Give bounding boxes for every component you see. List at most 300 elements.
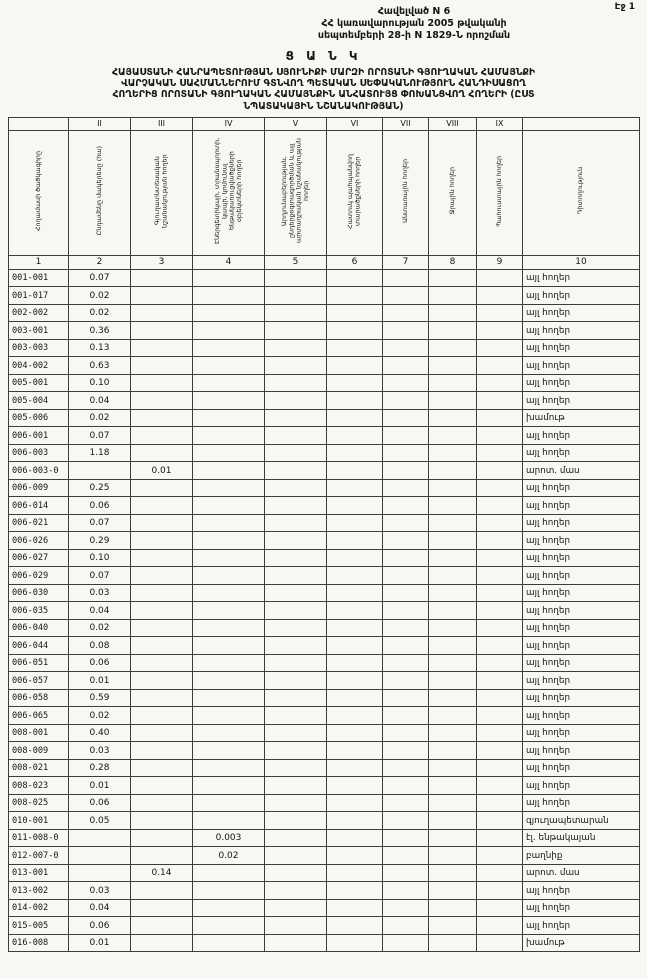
value-cell	[327, 742, 383, 760]
table-row	[9, 444, 640, 462]
value-cell	[131, 917, 193, 935]
value-cell	[383, 759, 429, 777]
value-cell	[383, 934, 429, 952]
value-cell	[383, 602, 429, 620]
note-cell: այլ հողեր	[523, 374, 640, 392]
parcel-code-cell: 001-001	[9, 269, 69, 287]
value-cell	[429, 427, 477, 445]
value-cell	[477, 549, 523, 567]
value-cell	[193, 497, 265, 515]
value-cell	[131, 287, 193, 305]
value-cell	[477, 479, 523, 497]
value-cell	[265, 444, 327, 462]
value-cell	[193, 269, 265, 287]
note-cell: այլ հողեր	[523, 584, 640, 602]
note-cell: այլ հողեր	[523, 882, 640, 900]
value-cell: 0.003	[193, 829, 265, 847]
note-cell: էլ. ենթակայան	[523, 829, 640, 847]
value-cell	[383, 549, 429, 567]
note-cell: այլ հողեր	[523, 339, 640, 357]
value-cell	[265, 514, 327, 532]
total-area-cell: 0.03	[69, 742, 131, 760]
total-area-cell: 0.04	[69, 602, 131, 620]
value-cell	[327, 567, 383, 585]
note-cell: այլ հողեր	[523, 269, 640, 287]
value-cell	[265, 602, 327, 620]
table-row	[9, 602, 640, 620]
value-cell	[193, 479, 265, 497]
total-area-cell: 0.29	[69, 532, 131, 550]
value-cell	[193, 637, 265, 655]
parcel-code-cell: 010-001	[9, 812, 69, 830]
value-cell	[429, 479, 477, 497]
value-cell	[131, 742, 193, 760]
value-cell	[429, 462, 477, 480]
value-cell	[193, 742, 265, 760]
note-cell: այլ հողեր	[523, 654, 640, 672]
value-cell	[193, 532, 265, 550]
value-cell	[327, 934, 383, 952]
parcel-code-cell: 006-051	[9, 654, 69, 672]
value-cell	[429, 724, 477, 742]
value-cell	[131, 689, 193, 707]
value-cell	[327, 357, 383, 375]
column-header-water: Ջրային հողեր	[429, 130, 477, 255]
value-cell	[265, 479, 327, 497]
column-header-protected: Հատուկ պահպանվող տարածքների հողեր	[327, 130, 383, 255]
value-cell	[193, 689, 265, 707]
value-cell	[383, 672, 429, 690]
value-cell	[131, 812, 193, 830]
value-cell	[383, 427, 429, 445]
total-area-cell: 1.18	[69, 444, 131, 462]
value-cell	[193, 514, 265, 532]
value-cell	[265, 357, 327, 375]
subtitle-line: ՎԱՐՉԱԿԱՆ ՍԱՀՄԱՆՆԵՐՈՒՄ ԳՏՆՎՈՂ ՊԵՏԱԿԱՆ ՍԵՓԱԿԱՆՈՒԹՅՈՒՆ ՀԱՆԴԻՍԱՑՈՂ	[121, 77, 526, 89]
value-cell	[383, 794, 429, 812]
note-cell: այլ հողեր	[523, 549, 640, 567]
parcel-code-cell: 005-004	[9, 392, 69, 410]
value-cell	[131, 427, 193, 445]
value-cell	[265, 707, 327, 725]
table-row	[9, 374, 640, 392]
value-cell	[429, 602, 477, 620]
value-cell	[477, 899, 523, 917]
value-cell	[429, 777, 477, 795]
value-cell	[327, 479, 383, 497]
note-cell: այլ հողեր	[523, 724, 640, 742]
table-row	[9, 357, 640, 375]
total-area-cell: 0.07	[69, 269, 131, 287]
value-cell	[193, 322, 265, 340]
value-cell	[383, 567, 429, 585]
value-cell	[429, 934, 477, 952]
value-cell	[265, 899, 327, 917]
value-cell	[477, 934, 523, 952]
table-row	[9, 339, 640, 357]
parcel-code-cell: 006-014	[9, 497, 69, 515]
value-cell	[131, 724, 193, 742]
value-cell	[383, 462, 429, 480]
column-header-industrial: Արդյունաբերության, ընդերքօգտագործման և այլ արտադրական նշանակության հողեր	[265, 130, 327, 255]
note-cell: այլ հողեր	[523, 322, 640, 340]
value-cell	[477, 514, 523, 532]
note-cell: այլ հողեր	[523, 287, 640, 305]
value-cell	[327, 304, 383, 322]
value-cell	[265, 847, 327, 865]
value-cell	[477, 287, 523, 305]
annex-block	[249, 6, 579, 42]
table-row	[9, 917, 640, 935]
total-area-cell	[69, 829, 131, 847]
value-cell	[131, 934, 193, 952]
table-row	[9, 497, 640, 515]
parcel-code-cell: 006-003-0	[9, 462, 69, 480]
total-area-cell: 0.06	[69, 917, 131, 935]
column-header-total: Ընդամենը մակերեսը (հա)	[69, 130, 131, 255]
value-cell	[477, 794, 523, 812]
column-number: 4	[193, 255, 265, 269]
value-cell	[383, 619, 429, 637]
value-cell	[327, 812, 383, 830]
parcel-code-cell: 008-001	[9, 724, 69, 742]
value-cell	[477, 812, 523, 830]
note-cell: այլ հողեր	[523, 637, 640, 655]
value-cell	[383, 812, 429, 830]
note-cell: այլ հողեր	[523, 532, 640, 550]
value-cell	[477, 409, 523, 427]
value-cell	[477, 742, 523, 760]
value-cell	[131, 584, 193, 602]
roman-cell: IV	[193, 117, 265, 130]
value-cell	[193, 409, 265, 427]
value-cell	[429, 917, 477, 935]
note-cell: այլ հողեր	[523, 689, 640, 707]
roman-numeral-row	[9, 117, 640, 130]
value-cell	[429, 497, 477, 515]
value-cell	[327, 637, 383, 655]
value-cell	[327, 602, 383, 620]
value-cell	[477, 462, 523, 480]
value-cell	[477, 602, 523, 620]
value-cell	[477, 444, 523, 462]
total-area-cell: 0.07	[69, 514, 131, 532]
value-cell	[131, 339, 193, 357]
value-cell	[383, 514, 429, 532]
value-cell	[477, 637, 523, 655]
value-cell	[265, 409, 327, 427]
value-cell	[477, 619, 523, 637]
value-cell	[477, 269, 523, 287]
column-number: 7	[383, 255, 429, 269]
column-number: 8	[429, 255, 477, 269]
table-row	[9, 269, 640, 287]
value-cell	[383, 584, 429, 602]
note-cell: այլ հողեր	[523, 479, 640, 497]
value-cell	[327, 532, 383, 550]
value-cell	[327, 794, 383, 812]
note-cell: այլ հողեր	[523, 392, 640, 410]
table-row	[9, 812, 640, 830]
value-cell	[477, 584, 523, 602]
total-area-cell: 0.05	[69, 812, 131, 830]
value-cell	[131, 304, 193, 322]
parcel-code-cell: 006-057	[9, 672, 69, 690]
annex-line: սեպտեմբերի 28-ի N 1829-Ն որոշման	[317, 29, 511, 41]
value-cell	[477, 427, 523, 445]
total-area-cell: 0.59	[69, 689, 131, 707]
value-cell	[193, 392, 265, 410]
total-area-cell: 0.25	[69, 479, 131, 497]
value-cell	[383, 287, 429, 305]
value-cell	[265, 304, 327, 322]
value-cell	[383, 724, 429, 742]
value-cell	[327, 287, 383, 305]
total-area-cell	[69, 462, 131, 480]
value-cell	[193, 672, 265, 690]
table-row	[9, 567, 640, 585]
column-number: 10	[523, 255, 640, 269]
value-cell	[327, 864, 383, 882]
value-cell	[327, 829, 383, 847]
value-cell	[131, 707, 193, 725]
note-cell: այլ հողեր	[523, 304, 640, 322]
value-cell	[429, 392, 477, 410]
value-cell	[131, 619, 193, 637]
column-number-row	[9, 255, 640, 269]
value-cell	[131, 497, 193, 515]
total-area-cell: 0.06	[69, 497, 131, 515]
value-cell	[477, 847, 523, 865]
value-cell	[131, 322, 193, 340]
value-cell	[131, 637, 193, 655]
value-cell	[193, 899, 265, 917]
value-cell	[131, 899, 193, 917]
value-cell	[265, 672, 327, 690]
value-cell	[265, 462, 327, 480]
value-cell	[327, 409, 383, 427]
value-cell	[429, 864, 477, 882]
value-cell	[429, 707, 477, 725]
value-cell	[327, 549, 383, 567]
subtitle-line: ՀՈՂԵՐԻՑ ՈՐՈՏԱՆԻ ԳՅՈՒՂԱԿԱՆ ՀԱՄԱՅՆՔԻՆ ԱՆՀԱՏՈՒՅՑ ՓՈԽԱՆՑՎՈՂ ՀՈՂԵՐԻ (ԸՍՏ	[112, 89, 535, 101]
parcel-code-cell: 006-009	[9, 479, 69, 497]
table-row	[9, 304, 640, 322]
table-row	[9, 794, 640, 812]
note-cell: այլ հողեր	[523, 427, 640, 445]
roman-cell: V	[265, 117, 327, 130]
value-cell	[383, 374, 429, 392]
total-area-cell: 0.07	[69, 427, 131, 445]
value-cell	[193, 462, 265, 480]
value-cell	[429, 409, 477, 427]
total-area-cell: 0.02	[69, 287, 131, 305]
value-cell	[193, 812, 265, 830]
note-cell: այլ հողեր	[523, 444, 640, 462]
value-cell	[265, 759, 327, 777]
value-cell	[429, 654, 477, 672]
column-number: 9	[477, 255, 523, 269]
value-cell	[131, 829, 193, 847]
table-row	[9, 899, 640, 917]
value-cell	[477, 707, 523, 725]
value-cell	[265, 287, 327, 305]
value-cell	[429, 759, 477, 777]
note-cell: այլ հողեր	[523, 567, 640, 585]
note-cell: այլ հողեր	[523, 707, 640, 725]
parcel-code-cell: 006-003	[9, 444, 69, 462]
parcel-code-cell: 006-040	[9, 619, 69, 637]
note-cell: խամութ	[523, 934, 640, 952]
value-cell	[193, 549, 265, 567]
column-header-notes: Դիտողություն	[523, 130, 640, 255]
value-cell	[383, 479, 429, 497]
value-cell	[265, 917, 327, 935]
value-cell	[429, 339, 477, 357]
roman-cell: VII	[383, 117, 429, 130]
value-cell	[477, 304, 523, 322]
total-area-cell	[69, 847, 131, 865]
note-cell: խամութ	[523, 409, 640, 427]
value-cell	[383, 829, 429, 847]
roman-cell: IX	[477, 117, 523, 130]
column-number: 2	[69, 255, 131, 269]
value-cell	[265, 829, 327, 847]
value-cell	[193, 707, 265, 725]
value-cell	[193, 759, 265, 777]
value-cell	[131, 882, 193, 900]
value-cell	[193, 619, 265, 637]
table-row	[9, 392, 640, 410]
table-row	[9, 847, 640, 865]
value-cell	[477, 497, 523, 515]
roman-cell: VI	[327, 117, 383, 130]
value-cell	[429, 689, 477, 707]
value-cell	[383, 847, 429, 865]
value-cell	[131, 777, 193, 795]
value-cell	[327, 777, 383, 795]
total-area-cell: 0.01	[69, 777, 131, 795]
note-cell: այլ հողեր	[523, 357, 640, 375]
parcel-code-cell: 006-021	[9, 514, 69, 532]
table-row	[9, 829, 640, 847]
value-cell	[383, 304, 429, 322]
value-cell	[383, 777, 429, 795]
value-cell	[477, 724, 523, 742]
table-row	[9, 427, 640, 445]
value-cell	[383, 689, 429, 707]
table-row	[9, 532, 640, 550]
note-cell: այլ հողեր	[523, 917, 640, 935]
parcel-code-cell: 002-002	[9, 304, 69, 322]
value-cell	[131, 567, 193, 585]
value-cell	[131, 759, 193, 777]
parcel-code-cell: 005-001	[9, 374, 69, 392]
value-cell	[327, 847, 383, 865]
value-cell	[429, 322, 477, 340]
value-cell	[327, 392, 383, 410]
value-cell	[131, 532, 193, 550]
value-cell	[265, 269, 327, 287]
note-cell: այլ հողեր	[523, 602, 640, 620]
value-cell	[383, 497, 429, 515]
value-cell	[429, 584, 477, 602]
value-cell	[383, 532, 429, 550]
note-cell: այլ հողեր	[523, 899, 640, 917]
table-row	[9, 759, 640, 777]
parcel-code-cell: 005-006	[9, 409, 69, 427]
value-cell	[383, 357, 429, 375]
value-cell	[429, 444, 477, 462]
parcel-code-cell: 006-029	[9, 567, 69, 585]
parcel-code-cell: 006-044	[9, 637, 69, 655]
value-cell	[477, 357, 523, 375]
column-number: 6	[327, 255, 383, 269]
value-cell	[477, 917, 523, 935]
value-cell	[265, 654, 327, 672]
total-area-cell: 0.13	[69, 339, 131, 357]
table-row	[9, 689, 640, 707]
value-cell	[193, 567, 265, 585]
value-cell	[429, 374, 477, 392]
value-cell	[193, 794, 265, 812]
note-cell: այլ հողեր	[523, 497, 640, 515]
value-cell	[131, 514, 193, 532]
value-cell	[265, 339, 327, 357]
value-cell	[265, 549, 327, 567]
roman-cell-blank	[523, 117, 640, 130]
value-cell	[383, 742, 429, 760]
parcel-code-cell: 006-027	[9, 549, 69, 567]
total-area-cell: 0.02	[69, 619, 131, 637]
value-cell	[477, 322, 523, 340]
table-row	[9, 322, 640, 340]
total-area-cell: 0.04	[69, 899, 131, 917]
table-row	[9, 777, 640, 795]
document-subtitle	[8, 67, 639, 112]
total-area-cell: 0.04	[69, 392, 131, 410]
total-area-cell: 0.06	[69, 794, 131, 812]
value-cell	[429, 514, 477, 532]
column-header-energy-transport: Էներգետիկայի, տրանսպորտի, կապի, կոմունալ ենթակառուցվածքների օբյեկտների հողեր	[193, 130, 265, 255]
roman-cell: VIII	[429, 117, 477, 130]
column-number: 5	[265, 255, 327, 269]
value-cell	[265, 777, 327, 795]
value-cell	[327, 427, 383, 445]
value-cell	[327, 514, 383, 532]
note-cell: այլ հողեր	[523, 759, 640, 777]
value-cell	[327, 374, 383, 392]
total-area-cell: 0.40	[69, 724, 131, 742]
column-number: 3	[131, 255, 193, 269]
column-number: 1	[9, 255, 69, 269]
parcel-code-cell: 012-007-0	[9, 847, 69, 865]
value-cell	[383, 864, 429, 882]
table-row	[9, 479, 640, 497]
subtitle-line: ՀԱՅԱՍՏԱՆԻ ՀԱՆՐԱՊԵՏՈՒԹՅԱՆ ՍՅՈՒՆԻՔԻ ՄԱՐԶԻ ՈՐՈՏԱՆԻ ԳՅՈՒՂԱԿԱՆ ՀԱՄԱՅՆՔԻ	[111, 66, 536, 78]
parcel-code-cell: 008-023	[9, 777, 69, 795]
value-cell	[131, 549, 193, 567]
value-cell	[193, 602, 265, 620]
value-cell	[429, 357, 477, 375]
total-area-cell: 0.10	[69, 374, 131, 392]
land-parcels-table	[8, 117, 640, 953]
value-cell	[327, 759, 383, 777]
value-cell	[383, 882, 429, 900]
value-cell	[477, 777, 523, 795]
value-cell	[265, 567, 327, 585]
parcel-code-cell: 003-003	[9, 339, 69, 357]
